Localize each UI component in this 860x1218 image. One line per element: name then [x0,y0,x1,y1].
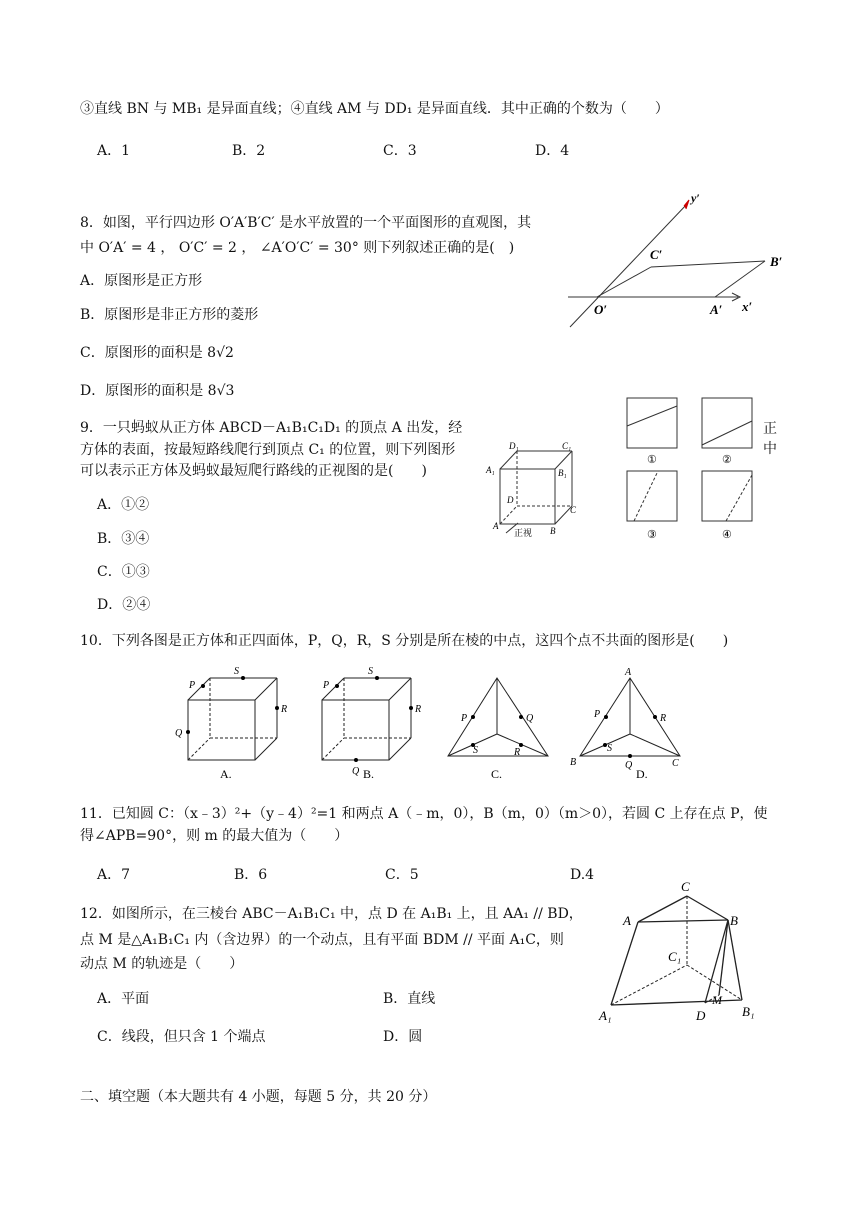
label-x: x′ [742,299,753,314]
q9-stem-line3: 可以表示正方体及蚂蚁最短爬行路线的正视图的是( ) [80,463,427,479]
q11-stem-line1: 11．已知圆 C：（x﹣3）²+（y﹣4）²=1 和两点 A（﹣m，0），B（m，0）（m＞0），若圆 C 上存在点 P，使 [80,806,768,822]
q12-frustum-figure [595,875,770,1023]
q11-option-b: B．6 [234,867,268,883]
q9-side-text-1: 正 [763,421,777,437]
label-c: C′ [650,247,663,262]
q8-option-a: A．原图形是正方形 [80,273,203,289]
q9-option-c: C．①③ [97,564,150,580]
label-b1: B₁ [742,1004,755,1019]
point-label: Q [352,766,360,777]
label-m: M [712,993,722,1007]
q12-stem-line1: 12．如图所示，在三棱台 ABC－A₁B₁C₁ 中，点 D 在 A₁B₁ 上，且 AA₁ // BD， [80,906,583,922]
q9-stem-line1: 9．一只蚂蚁从正方体 ABCD－A₁B₁C₁D₁ 的顶点 A 出发，经 [80,420,463,436]
q7-stem: ③直线 BN 与 MB₁ 是异面直线；④直线 AM 与 DD₁ 是异面直线．其中正确的个数为（ ） [80,101,669,117]
point-label: S [473,745,478,756]
edge-a1b1 [611,1000,742,1005]
cube-edge [500,451,517,469]
cube-edge [555,451,572,469]
vertex-label: A [625,667,632,678]
q10-figures [170,660,710,785]
vertex-label: B [570,757,577,768]
view-4-label: ④ [722,529,732,541]
point-label: S [607,743,612,754]
label-a: A [623,913,631,928]
caption: D. [636,767,648,781]
caption: B. [363,767,375,781]
y-axis-arrow [684,200,689,209]
q12-option-b: B．直线 [383,991,436,1007]
edge-bd [705,920,728,1003]
q11-option-c: C．5 [385,867,419,883]
view-4-path [726,475,752,521]
view-3-square [627,471,677,521]
section-2-heading: 二、填空题（本大题共有 4 小题，每题 5 分，共 20 分） [80,1089,437,1105]
point-label: S [368,666,373,677]
view-2-square [702,398,752,448]
point-label: R [514,747,521,758]
label-a1: A₁ [599,1008,612,1023]
y-axis [570,203,688,327]
q7-option-a: A．1 [97,143,131,159]
q7-option-d: D．4 [535,143,570,159]
side-oc [597,267,651,297]
q8-option-d: D．原图形的面积是 8√3 [80,383,235,399]
q12-option-c: C．线段，但只含 1 个端点 [97,1029,266,1045]
cube-label: A₁ [486,465,495,475]
cube-label: D [507,495,514,505]
label-b: B [730,913,738,928]
q12-option-a: A．平面 [97,991,150,1007]
q11-option-a: A．7 [97,867,131,883]
point-label: P [323,680,330,691]
q9-option-a: A．①② [97,497,150,513]
cube-label: D₁ [509,441,519,451]
edge-ac [638,896,687,922]
vertex-label: C [672,758,679,769]
point-label: P [594,709,601,720]
view-3-label: ③ [647,529,657,541]
cube-label: B [550,526,556,536]
point-label: R [660,713,667,724]
point-label: Q [625,760,633,771]
q9-cube-figure [482,433,592,543]
cube-hidden-edge [500,506,517,524]
cube-label: B₁ [558,468,567,478]
q10-stem: 10．下列各图是正方体和正四面体，P，Q，R，S 分别是所在棱的中点，这四个点不共面的图形是( ) [80,633,729,649]
view-2-path [702,421,752,445]
q11-option-d: D.4 [570,867,595,883]
label-o: O′ [594,302,608,317]
view-3-path [634,471,658,521]
side-ba [715,261,765,297]
edge-cb [687,896,728,920]
q7-option-b: B．2 [232,143,266,159]
q12-stem-line2: 点 M 是△A₁B₁C₁ 内（含边界）的一个动点，且有平面 BDM // 平面 A₁C，则 [80,932,564,948]
caption: C. [491,767,503,781]
q9-option-b: B．③④ [97,531,150,547]
q9-stem-line2: 方体的表面，按最短路线爬行到顶点 C₁ 的位置，则下列图形 [80,442,456,458]
q10-figure-c [448,678,548,781]
q9-option-d: D．②④ [97,597,151,613]
point-label: Q [526,713,534,724]
edge-ab [638,920,728,922]
q8-stem-line2: 中 O′A′ = 4 ， O′C′ = 2 ， ∠A′O′C′ = 30° 则下列叙述正确的是( ) [80,240,515,256]
point-label: S [234,666,239,677]
q9-views-figure [620,393,760,548]
cube-label: A [493,521,499,531]
q11-stem-line2: 得∠APB=90°，则 m 的最大值为（ ） [80,828,349,844]
side-cb [651,261,765,267]
point-label: Q [175,728,183,739]
q8-option-c: C．原图形的面积是 8√2 [80,345,234,361]
q8-oblique-figure [560,190,800,335]
label-c1: C₁ [668,949,682,964]
q9-side-text-2: 中 [763,441,777,457]
q12-option-d: D．圆 [383,1029,423,1045]
view-4-square [702,471,752,521]
q8-stem-line1: 8．如图，平行四边形 O′A′B′C′ 是水平放置的一个平面图形的直观图，其 [80,215,532,231]
caption: A. [220,767,232,781]
cube-label-view: 正视 [514,528,533,538]
q10-figure-d [570,667,680,781]
point-label: P [189,680,196,691]
view-1-label: ① [647,454,657,466]
view-2-label: ② [722,454,732,466]
q10-figure-a [175,666,287,781]
label-a: A′ [710,302,723,317]
label-y: y′ [691,191,700,205]
view-1-path [627,406,677,426]
point-label: R [281,704,288,715]
label-d: D [696,1008,706,1023]
label-b: B′ [770,254,783,269]
point-label: P [461,713,468,724]
q8-option-b: B．原图形是非正方形的菱形 [80,307,259,323]
edge-bb1 [728,920,742,1000]
point-label: R [415,704,422,715]
label-c: C [681,879,690,894]
q10-figure-b [322,666,421,781]
edge-bm [719,920,728,995]
cube-label: C₁ [562,441,572,451]
q12-stem-line3: 动点 M 的轨迹是（ ） [80,956,244,972]
q7-option-c: C．3 [383,143,417,159]
cube-label: C [570,505,577,515]
